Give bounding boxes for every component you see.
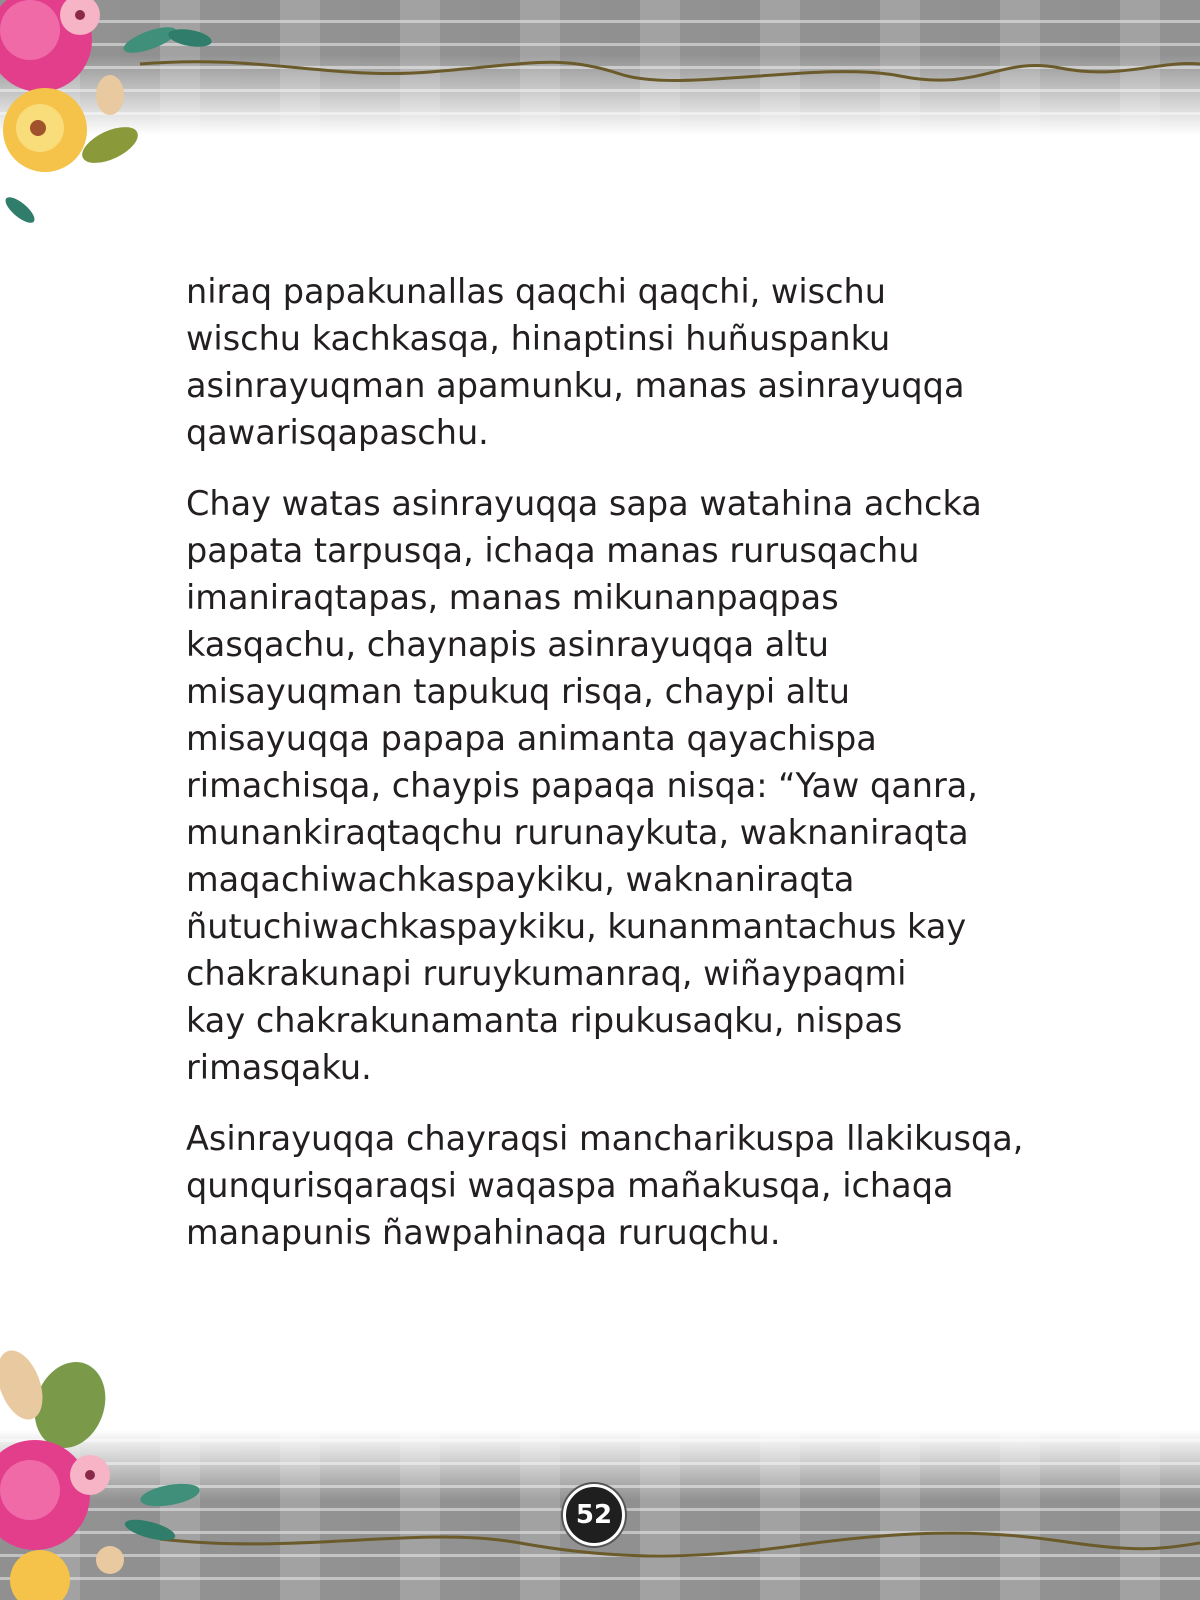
story-text: [186, 268, 1036, 1280]
floral-corner-top-icon: [0, 0, 230, 250]
floral-corner-bottom-icon: [0, 1345, 230, 1600]
paragraph-3: Asinrayuqqa chayraqsi mancharikuspa llakikusqa, qunqurisqaraqsi waqaspa mañakusqa, ichaqa manapunis ñawpahinaqa ruruqchu.: [186, 1119, 1024, 1252]
page-number: 52: [563, 1484, 625, 1546]
paragraph-1: niraq papakunallas qaqchi qaqchi, wischu wischu kachkasqa, hinaptinsi huñuspanku asinrayuqman apamunku, manas asinrayuqqa qawarisqapaschu.: [186, 272, 965, 452]
paragraph-2: Chay watas asinrayuqqa sapa watahina achcka papata tarpusqa, ichaqa manas rurusqachu imaniraqtapas, manas mikunanpaqpas kasqachu, chaynapis asinrayuqqa altu misayuqman tapukuq risqa, chaypi altu misayuqqa papapa animanta qayachispa rimachisqa, chaypis papaqa nisqa: “Yaw qanra, munankiraqtaqchu rurunaykuta, waknaniraqta maqachiwachkaspaykiku, waknaniraqta ñutuchiwachkaspaykiku, kunanmantachus kay chakrakunapi ruruykumanraq, wiñaypaqmi kay chakrakunamanta ripukusaqku, nispas rimasqaku.: [186, 484, 982, 1087]
